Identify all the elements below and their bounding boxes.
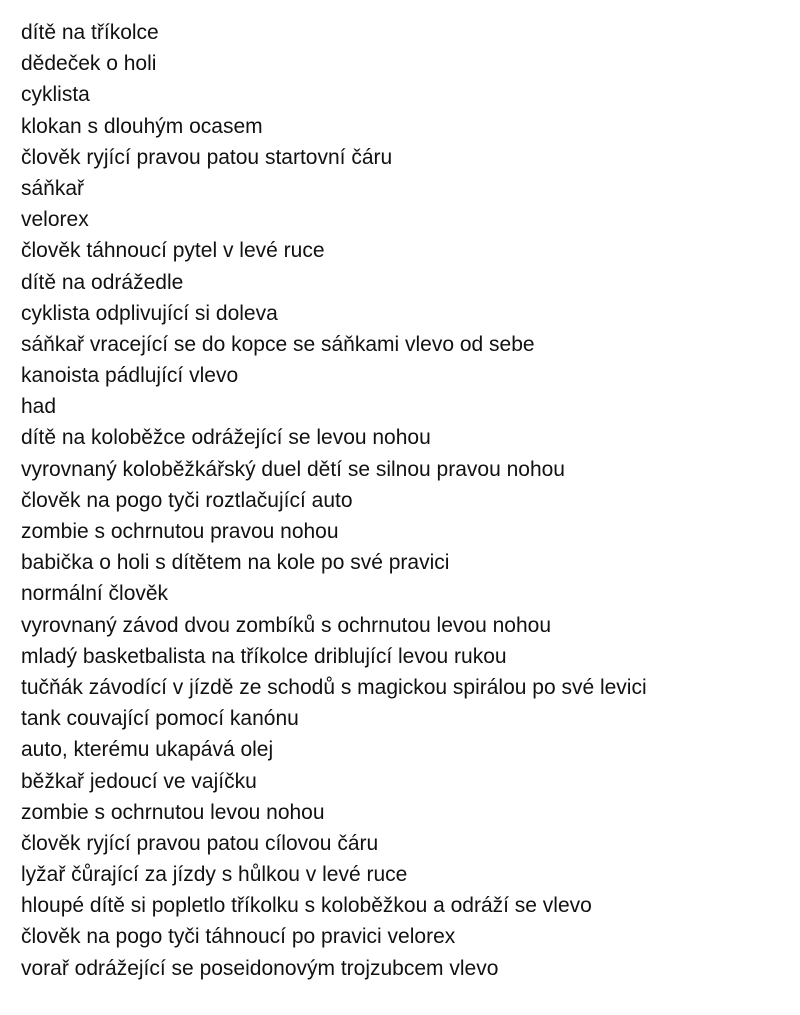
text-line: klokan s dlouhým ocasem	[21, 114, 263, 138]
text-line: člověk ryjící pravou patou startovní čáru	[21, 145, 393, 169]
text-line: had	[21, 395, 57, 419]
text-line: sáňkař vracející se do kopce se sáňkami vlevo od sebe	[21, 332, 535, 356]
text-line: auto, kterému ukapává olej	[21, 738, 274, 762]
text-line: velorex	[21, 208, 89, 232]
text-line: běžkař jedoucí ve vajíčku	[21, 769, 257, 793]
text-line: tank couvající pomocí kanónu	[21, 707, 299, 731]
text-line: dítě na koloběžce odrážející se levou nohou	[21, 426, 431, 450]
text-line: tučňák závodící v jízdě ze schodů s magickou spirálou po své levici	[21, 675, 647, 699]
text-line: sáňkař	[21, 176, 85, 200]
text-line: člověk ryjící pravou patou cílovou čáru	[21, 831, 379, 855]
text-line: hloupé dítě si popletlo tříkolku s koloběžkou a odráží se vlevo	[21, 894, 592, 918]
text-line: cyklista odplivující si doleva	[21, 301, 278, 325]
text-line: dědeček o holi	[21, 52, 157, 76]
text-line: vorař odrážející se poseidonovým trojzubcem vlevo	[21, 956, 499, 980]
text-line: člověk na pogo tyči táhnoucí po pravici velorex	[21, 925, 456, 949]
text-line: normální člověk	[21, 582, 169, 606]
text-line: vyrovnaný závod dvou zombíků s ochrnutou levou nohou	[21, 613, 551, 637]
text-line: zombie s ochrnutou pravou nohou	[21, 520, 339, 543]
document-text-list	[21, 17, 791, 984]
text-line: člověk na pogo tyči roztlačující auto	[21, 488, 353, 512]
text-line: kanoista pádlující vlevo	[21, 364, 239, 388]
text-line: dítě na odrážedle	[21, 270, 184, 294]
text-line: cyklista	[21, 83, 90, 107]
text-line: člověk táhnoucí pytel v levé ruce	[21, 239, 325, 263]
text-line: mladý basketbalista na tříkolce driblující levou rukou	[21, 644, 507, 668]
text-line: lyžař čůrající za jízdy s hůlkou v levé ruce	[21, 863, 408, 887]
text-line: zombie s ochrnutou levou nohou	[21, 800, 325, 824]
text-line: vyrovnaný koloběžkářský duel dětí se silnou pravou nohou	[21, 457, 565, 481]
text-line: babička o holi s dítětem na kole po své pravici	[21, 551, 450, 575]
text-line: dítě na tříkolce	[21, 21, 159, 44]
